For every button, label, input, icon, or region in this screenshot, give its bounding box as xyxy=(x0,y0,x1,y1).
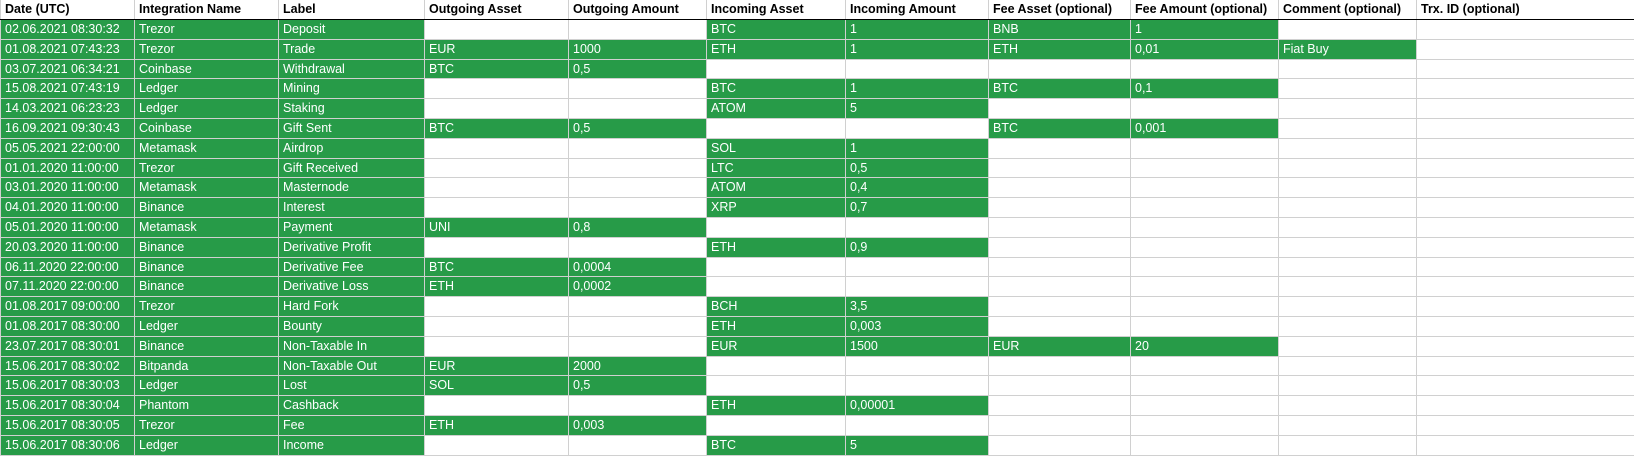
cell-date[interactable]: 03.07.2021 06:34:21 xyxy=(1,59,135,79)
cell-integration[interactable]: Coinbase xyxy=(135,59,279,79)
cell-date[interactable]: 20.03.2020 11:00:00 xyxy=(1,237,135,257)
column-header-integration[interactable]: Integration Name xyxy=(135,0,279,20)
cell-out_asset[interactable]: ETH xyxy=(425,415,569,435)
cell-in_amount[interactable]: 0,003 xyxy=(846,316,989,336)
cell-comment[interactable] xyxy=(1279,118,1417,138)
cell-comment[interactable] xyxy=(1279,257,1417,277)
cell-in_asset[interactable]: ETH xyxy=(707,237,846,257)
cell-fee_amount[interactable] xyxy=(1131,277,1279,297)
cell-out_amount[interactable]: 2000 xyxy=(569,356,707,376)
cell-in_asset[interactable] xyxy=(707,277,846,297)
cell-trx_id[interactable] xyxy=(1417,316,1634,336)
cell-date[interactable]: 15.06.2017 08:30:06 xyxy=(1,435,135,455)
table-row[interactable] xyxy=(1,198,1634,218)
cell-date[interactable]: 23.07.2017 08:30:01 xyxy=(1,336,135,356)
cell-integration[interactable]: Trezor xyxy=(135,415,279,435)
cell-out_asset[interactable] xyxy=(425,435,569,455)
cell-trx_id[interactable] xyxy=(1417,138,1634,158)
table-row[interactable] xyxy=(1,158,1634,178)
cell-fee_amount[interactable] xyxy=(1131,257,1279,277)
cell-out_asset[interactable]: BTC xyxy=(425,118,569,138)
cell-out_asset[interactable]: EUR xyxy=(425,39,569,59)
cell-tx_label[interactable]: Derivative Fee xyxy=(279,257,425,277)
table-row[interactable] xyxy=(1,396,1634,416)
cell-comment[interactable]: Fiat Buy xyxy=(1279,39,1417,59)
cell-in_amount[interactable]: 1 xyxy=(846,138,989,158)
cell-in_amount[interactable]: 1 xyxy=(846,20,989,40)
cell-integration[interactable]: Trezor xyxy=(135,297,279,317)
cell-comment[interactable] xyxy=(1279,376,1417,396)
cell-in_asset[interactable]: BTC xyxy=(707,435,846,455)
cell-out_amount[interactable] xyxy=(569,20,707,40)
cell-date[interactable]: 01.08.2017 09:00:00 xyxy=(1,297,135,317)
cell-in_amount[interactable]: 0,5 xyxy=(846,158,989,178)
cell-integration[interactable]: Binance xyxy=(135,237,279,257)
cell-fee_amount[interactable] xyxy=(1131,178,1279,198)
cell-date[interactable]: 06.11.2020 22:00:00 xyxy=(1,257,135,277)
cell-out_asset[interactable] xyxy=(425,138,569,158)
cell-out_amount[interactable] xyxy=(569,138,707,158)
cell-fee_asset[interactable] xyxy=(989,356,1131,376)
cell-comment[interactable] xyxy=(1279,435,1417,455)
cell-in_asset[interactable] xyxy=(707,59,846,79)
table-row[interactable] xyxy=(1,415,1634,435)
cell-trx_id[interactable] xyxy=(1417,99,1634,119)
cell-tx_label[interactable]: Lost xyxy=(279,376,425,396)
cell-fee_amount[interactable] xyxy=(1131,59,1279,79)
cell-integration[interactable]: Binance xyxy=(135,277,279,297)
cell-comment[interactable] xyxy=(1279,99,1417,119)
cell-in_asset[interactable]: BCH xyxy=(707,297,846,317)
cell-trx_id[interactable] xyxy=(1417,79,1634,99)
cell-comment[interactable] xyxy=(1279,396,1417,416)
cell-fee_asset[interactable] xyxy=(989,257,1131,277)
cell-fee_amount[interactable]: 0,01 xyxy=(1131,39,1279,59)
cell-trx_id[interactable] xyxy=(1417,158,1634,178)
column-header-date[interactable]: Date (UTC) xyxy=(1,0,135,20)
cell-comment[interactable] xyxy=(1279,198,1417,218)
cell-out_asset[interactable]: SOL xyxy=(425,376,569,396)
cell-date[interactable]: 01.01.2020 11:00:00 xyxy=(1,158,135,178)
cell-in_asset[interactable]: ETH xyxy=(707,316,846,336)
cell-tx_label[interactable]: Masternode xyxy=(279,178,425,198)
cell-date[interactable]: 15.06.2017 08:30:04 xyxy=(1,396,135,416)
cell-in_asset[interactable]: SOL xyxy=(707,138,846,158)
cell-fee_asset[interactable] xyxy=(989,178,1131,198)
table-row[interactable] xyxy=(1,138,1634,158)
cell-out_asset[interactable]: BTC xyxy=(425,59,569,79)
cell-out_amount[interactable]: 0,0002 xyxy=(569,277,707,297)
table-row[interactable] xyxy=(1,118,1634,138)
cell-comment[interactable] xyxy=(1279,217,1417,237)
cell-fee_amount[interactable] xyxy=(1131,435,1279,455)
cell-in_amount[interactable] xyxy=(846,277,989,297)
cell-integration[interactable]: Binance xyxy=(135,257,279,277)
cell-in_asset[interactable]: ATOM xyxy=(707,178,846,198)
cell-date[interactable]: 05.05.2021 22:00:00 xyxy=(1,138,135,158)
cell-trx_id[interactable] xyxy=(1417,59,1634,79)
cell-date[interactable]: 04.01.2020 11:00:00 xyxy=(1,198,135,218)
cell-comment[interactable] xyxy=(1279,178,1417,198)
column-header-fee_asset[interactable]: Fee Asset (optional) xyxy=(989,0,1131,20)
cell-fee_amount[interactable] xyxy=(1131,198,1279,218)
cell-fee_amount[interactable] xyxy=(1131,138,1279,158)
cell-out_asset[interactable] xyxy=(425,178,569,198)
cell-out_asset[interactable] xyxy=(425,396,569,416)
column-header-comment[interactable]: Comment (optional) xyxy=(1279,0,1417,20)
table-header-row xyxy=(1,0,1634,20)
cell-out_asset[interactable] xyxy=(425,158,569,178)
cell-in_amount[interactable] xyxy=(846,257,989,277)
cell-integration[interactable]: Bitpanda xyxy=(135,356,279,376)
cell-comment[interactable] xyxy=(1279,79,1417,99)
cell-tx_label[interactable]: Payment xyxy=(279,217,425,237)
cell-tx_label[interactable]: Fee xyxy=(279,415,425,435)
cell-tx_label[interactable]: Gift Sent xyxy=(279,118,425,138)
cell-tx_label[interactable]: Deposit xyxy=(279,20,425,40)
cell-out_amount[interactable] xyxy=(569,158,707,178)
table-row[interactable] xyxy=(1,39,1634,59)
column-header-fee_amount[interactable]: Fee Amount (optional) xyxy=(1131,0,1279,20)
column-header-out_amount[interactable]: Outgoing Amount xyxy=(569,0,707,20)
cell-out_amount[interactable] xyxy=(569,198,707,218)
cell-in_amount[interactable] xyxy=(846,59,989,79)
cell-in_asset[interactable] xyxy=(707,257,846,277)
cell-fee_asset[interactable]: BNB xyxy=(989,20,1131,40)
cell-in_amount[interactable]: 0,9 xyxy=(846,237,989,257)
column-header-out_asset[interactable]: Outgoing Asset xyxy=(425,0,569,20)
table-row[interactable] xyxy=(1,257,1634,277)
cell-tx_label[interactable]: Airdrop xyxy=(279,138,425,158)
cell-fee_amount[interactable] xyxy=(1131,297,1279,317)
table-row[interactable] xyxy=(1,316,1634,336)
cell-in_asset[interactable]: BTC xyxy=(707,79,846,99)
cell-date[interactable]: 03.01.2020 11:00:00 xyxy=(1,178,135,198)
cell-fee_asset[interactable] xyxy=(989,435,1131,455)
cell-fee_asset[interactable] xyxy=(989,217,1131,237)
table-row[interactable] xyxy=(1,20,1634,40)
cell-integration[interactable]: Metamask xyxy=(135,217,279,237)
cell-in_amount[interactable] xyxy=(846,376,989,396)
cell-trx_id[interactable] xyxy=(1417,376,1634,396)
cell-in_amount[interactable]: 3,5 xyxy=(846,297,989,317)
cell-out_amount[interactable]: 0,5 xyxy=(569,376,707,396)
cell-in_amount[interactable]: 0,4 xyxy=(846,178,989,198)
cell-tx_label[interactable]: Income xyxy=(279,435,425,455)
cell-comment[interactable] xyxy=(1279,59,1417,79)
cell-comment[interactable] xyxy=(1279,20,1417,40)
cell-out_amount[interactable]: 0,8 xyxy=(569,217,707,237)
cell-out_asset[interactable]: EUR xyxy=(425,356,569,376)
cell-in_amount[interactable]: 1 xyxy=(846,39,989,59)
cell-fee_amount[interactable]: 20 xyxy=(1131,336,1279,356)
cell-out_asset[interactable] xyxy=(425,79,569,99)
table-row[interactable] xyxy=(1,376,1634,396)
cell-comment[interactable] xyxy=(1279,356,1417,376)
cell-integration[interactable]: Ledger xyxy=(135,435,279,455)
cell-in_asset[interactable]: BTC xyxy=(707,20,846,40)
cell-out_amount[interactable]: 0,5 xyxy=(569,59,707,79)
cell-tx_label[interactable]: Non-Taxable In xyxy=(279,336,425,356)
cell-trx_id[interactable] xyxy=(1417,118,1634,138)
cell-in_amount[interactable] xyxy=(846,415,989,435)
cell-trx_id[interactable] xyxy=(1417,257,1634,277)
cell-fee_amount[interactable]: 1 xyxy=(1131,20,1279,40)
cell-out_amount[interactable] xyxy=(569,99,707,119)
cell-trx_id[interactable] xyxy=(1417,178,1634,198)
cell-in_amount[interactable]: 1 xyxy=(846,79,989,99)
table-row[interactable] xyxy=(1,217,1634,237)
cell-tx_label[interactable]: Mining xyxy=(279,79,425,99)
cell-out_amount[interactable] xyxy=(569,79,707,99)
cell-date[interactable]: 05.01.2020 11:00:00 xyxy=(1,217,135,237)
column-header-in_amount[interactable]: Incoming Amount xyxy=(846,0,989,20)
cell-fee_amount[interactable] xyxy=(1131,415,1279,435)
cell-trx_id[interactable] xyxy=(1417,336,1634,356)
cell-tx_label[interactable]: Trade xyxy=(279,39,425,59)
column-header-trx_id[interactable]: Trx. ID (optional) xyxy=(1417,0,1634,20)
cell-integration[interactable]: Ledger xyxy=(135,376,279,396)
cell-in_asset[interactable]: ETH xyxy=(707,39,846,59)
cell-fee_asset[interactable]: BTC xyxy=(989,79,1131,99)
cell-fee_amount[interactable] xyxy=(1131,376,1279,396)
cell-integration[interactable]: Phantom xyxy=(135,396,279,416)
table-row[interactable] xyxy=(1,99,1634,119)
cell-out_asset[interactable] xyxy=(425,20,569,40)
cell-out_asset[interactable] xyxy=(425,237,569,257)
cell-fee_asset[interactable] xyxy=(989,59,1131,79)
cell-tx_label[interactable]: Hard Fork xyxy=(279,297,425,317)
cell-out_asset[interactable] xyxy=(425,99,569,119)
cell-fee_amount[interactable] xyxy=(1131,217,1279,237)
cell-fee_amount[interactable] xyxy=(1131,356,1279,376)
table-row[interactable] xyxy=(1,79,1634,99)
cell-in_asset[interactable]: LTC xyxy=(707,158,846,178)
cell-trx_id[interactable] xyxy=(1417,237,1634,257)
cell-in_asset[interactable]: XRP xyxy=(707,198,846,218)
cell-comment[interactable] xyxy=(1279,237,1417,257)
cell-out_amount[interactable]: 1000 xyxy=(569,39,707,59)
cell-fee_amount[interactable] xyxy=(1131,99,1279,119)
cell-fee_asset[interactable]: EUR xyxy=(989,336,1131,356)
cell-integration[interactable]: Trezor xyxy=(135,20,279,40)
cell-date[interactable]: 16.09.2021 09:30:43 xyxy=(1,118,135,138)
column-header-tx_label[interactable]: Label xyxy=(279,0,425,20)
cell-date[interactable]: 07.11.2020 22:00:00 xyxy=(1,277,135,297)
cell-date[interactable]: 15.06.2017 08:30:03 xyxy=(1,376,135,396)
cell-tx_label[interactable]: Cashback xyxy=(279,396,425,416)
cell-fee_amount[interactable] xyxy=(1131,316,1279,336)
cell-in_asset[interactable]: EUR xyxy=(707,336,846,356)
cell-date[interactable]: 15.06.2017 08:30:02 xyxy=(1,356,135,376)
table-row[interactable] xyxy=(1,356,1634,376)
cell-fee_asset[interactable] xyxy=(989,415,1131,435)
cell-tx_label[interactable]: Staking xyxy=(279,99,425,119)
cell-integration[interactable]: Binance xyxy=(135,336,279,356)
cell-fee_asset[interactable] xyxy=(989,297,1131,317)
cell-fee_asset[interactable] xyxy=(989,237,1131,257)
cell-integration[interactable]: Ledger xyxy=(135,99,279,119)
cell-fee_asset[interactable] xyxy=(989,396,1131,416)
cell-comment[interactable] xyxy=(1279,336,1417,356)
cell-out_amount[interactable] xyxy=(569,297,707,317)
cell-in_amount[interactable] xyxy=(846,356,989,376)
cell-out_amount[interactable] xyxy=(569,396,707,416)
cell-out_amount[interactable]: 0,5 xyxy=(569,118,707,138)
cell-fee_asset[interactable] xyxy=(989,376,1131,396)
cell-fee_asset[interactable] xyxy=(989,277,1131,297)
table-row[interactable] xyxy=(1,178,1634,198)
cell-tx_label[interactable]: Withdrawal xyxy=(279,59,425,79)
cell-out_amount[interactable] xyxy=(569,336,707,356)
cell-trx_id[interactable] xyxy=(1417,435,1634,455)
cell-out_asset[interactable] xyxy=(425,316,569,336)
cell-trx_id[interactable] xyxy=(1417,277,1634,297)
table-row[interactable] xyxy=(1,277,1634,297)
cell-out_asset[interactable] xyxy=(425,198,569,218)
cell-out_amount[interactable]: 0,003 xyxy=(569,415,707,435)
cell-date[interactable]: 01.08.2017 08:30:00 xyxy=(1,316,135,336)
cell-tx_label[interactable]: Gift Received xyxy=(279,158,425,178)
cell-out_asset[interactable]: BTC xyxy=(425,257,569,277)
cell-trx_id[interactable] xyxy=(1417,415,1634,435)
cell-out_asset[interactable] xyxy=(425,336,569,356)
cell-trx_id[interactable] xyxy=(1417,39,1634,59)
cell-date[interactable]: 02.06.2021 08:30:32 xyxy=(1,20,135,40)
cell-fee_asset[interactable] xyxy=(989,316,1131,336)
cell-integration[interactable]: Metamask xyxy=(135,178,279,198)
cell-fee_asset[interactable] xyxy=(989,198,1131,218)
cell-tx_label[interactable]: Bounty xyxy=(279,316,425,336)
cell-tx_label[interactable]: Interest xyxy=(279,198,425,218)
cell-out_amount[interactable]: 0,0004 xyxy=(569,257,707,277)
cell-comment[interactable] xyxy=(1279,316,1417,336)
cell-integration[interactable]: Ledger xyxy=(135,79,279,99)
cell-in_asset[interactable]: ETH xyxy=(707,396,846,416)
cell-out_amount[interactable] xyxy=(569,316,707,336)
cell-tx_label[interactable]: Non-Taxable Out xyxy=(279,356,425,376)
cell-comment[interactable] xyxy=(1279,415,1417,435)
cell-fee_asset[interactable] xyxy=(989,99,1131,119)
cell-trx_id[interactable] xyxy=(1417,396,1634,416)
cell-date[interactable]: 15.08.2021 07:43:19 xyxy=(1,79,135,99)
cell-in_asset[interactable] xyxy=(707,217,846,237)
cell-integration[interactable]: Coinbase xyxy=(135,118,279,138)
table-row[interactable] xyxy=(1,237,1634,257)
cell-in_asset[interactable] xyxy=(707,118,846,138)
cell-fee_asset[interactable] xyxy=(989,138,1131,158)
cell-out_amount[interactable] xyxy=(569,237,707,257)
cell-trx_id[interactable] xyxy=(1417,20,1634,40)
cell-in_amount[interactable]: 5 xyxy=(846,99,989,119)
cell-trx_id[interactable] xyxy=(1417,356,1634,376)
cell-tx_label[interactable]: Derivative Loss xyxy=(279,277,425,297)
cell-date[interactable]: 15.06.2017 08:30:05 xyxy=(1,415,135,435)
cell-in_amount[interactable] xyxy=(846,217,989,237)
cell-out_amount[interactable] xyxy=(569,435,707,455)
column-header-in_asset[interactable]: Incoming Asset xyxy=(707,0,846,20)
cell-in_amount[interactable] xyxy=(846,118,989,138)
cell-integration[interactable]: Ledger xyxy=(135,316,279,336)
cell-trx_id[interactable] xyxy=(1417,198,1634,218)
cell-in_asset[interactable] xyxy=(707,415,846,435)
cell-integration[interactable]: Trezor xyxy=(135,39,279,59)
cell-comment[interactable] xyxy=(1279,158,1417,178)
cell-comment[interactable] xyxy=(1279,138,1417,158)
cell-integration[interactable]: Binance xyxy=(135,198,279,218)
cell-in_asset[interactable] xyxy=(707,356,846,376)
cell-in_asset[interactable] xyxy=(707,376,846,396)
cell-trx_id[interactable] xyxy=(1417,217,1634,237)
cell-comment[interactable] xyxy=(1279,297,1417,317)
cell-trx_id[interactable] xyxy=(1417,297,1634,317)
table-row[interactable] xyxy=(1,59,1634,79)
cell-in_amount[interactable]: 5 xyxy=(846,435,989,455)
table-row[interactable] xyxy=(1,435,1634,455)
cell-fee_asset[interactable]: ETH xyxy=(989,39,1131,59)
cell-out_asset[interactable]: UNI xyxy=(425,217,569,237)
cell-fee_asset[interactable]: BTC xyxy=(989,118,1131,138)
cell-fee_amount[interactable] xyxy=(1131,396,1279,416)
cell-in_amount[interactable]: 0,7 xyxy=(846,198,989,218)
cell-fee_asset[interactable] xyxy=(989,158,1131,178)
cell-fee_amount[interactable]: 0,001 xyxy=(1131,118,1279,138)
cell-tx_label[interactable]: Derivative Profit xyxy=(279,237,425,257)
cell-out_asset[interactable] xyxy=(425,297,569,317)
cell-out_amount[interactable] xyxy=(569,178,707,198)
table-row[interactable] xyxy=(1,336,1634,356)
table-row[interactable] xyxy=(1,297,1634,317)
cell-fee_amount[interactable]: 0,1 xyxy=(1131,79,1279,99)
cell-integration[interactable]: Metamask xyxy=(135,138,279,158)
cell-out_asset[interactable]: ETH xyxy=(425,277,569,297)
cell-date[interactable]: 14.03.2021 06:23:23 xyxy=(1,99,135,119)
cell-date[interactable]: 01.08.2021 07:43:23 xyxy=(1,39,135,59)
cell-in_amount[interactable]: 1500 xyxy=(846,336,989,356)
cell-fee_amount[interactable] xyxy=(1131,158,1279,178)
table-body xyxy=(1,20,1634,456)
cell-fee_amount[interactable] xyxy=(1131,237,1279,257)
cell-comment[interactable] xyxy=(1279,277,1417,297)
cell-integration[interactable]: Trezor xyxy=(135,158,279,178)
cell-in_asset[interactable]: ATOM xyxy=(707,99,846,119)
cell-in_amount[interactable]: 0,00001 xyxy=(846,396,989,416)
